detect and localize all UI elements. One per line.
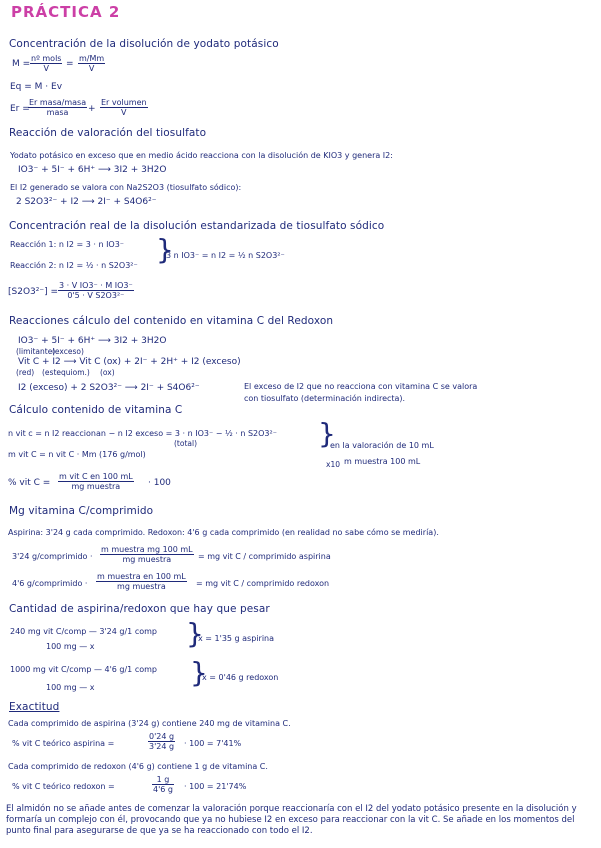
redoxon-theoretical-rhs: · 100 = 21'74%: [184, 782, 247, 791]
percent-vitamin-c-lhs: % vit C =: [8, 478, 51, 488]
molarity-equals: =: [66, 59, 74, 69]
redoxon-result: x = 0'46 g redoxon: [202, 673, 279, 682]
oxidized-label: (ox): [100, 368, 115, 377]
eq-line: Eq = M · Ev: [10, 82, 63, 92]
redoxon-calc-den: mg muestra: [117, 582, 166, 591]
tablet-masses-line: Aspirina: 3'24 g cada comprimido. Redoxon: 4'6 g cada comprimido (en realidad no sabe cómo se mediría).: [8, 528, 439, 537]
error-lhs: Er =: [10, 104, 30, 114]
limiting-label: (limitante): [16, 347, 56, 356]
redoxon-brace: }: [190, 656, 208, 689]
aspirin-proportion-1: 240 mg vit C/comp — 3'24 g/1 comp: [10, 627, 157, 636]
percent-vitamin-c-den: mg muestra: [71, 482, 121, 491]
molarity-frac1-den: V: [43, 64, 49, 73]
thiosulfate-conc-num: 3 · V IO3⁻ · M IO3⁻: [59, 281, 133, 290]
reaction-back-titration: I2 (exceso) + 2 S2O3²⁻ ⟶ 2I⁻ + S4O6²⁻: [18, 383, 200, 393]
section-heading-accuracy: Exactitud: [9, 701, 60, 713]
aspirin-calc-num: m muestra mg 100 mL: [101, 545, 193, 554]
redoxon-proportion-2: 100 mg — x: [46, 683, 95, 692]
aspirin-theoretical-lhs: % vit C teórico aspirina =: [12, 739, 115, 748]
molarity-frac2-den: V: [88, 64, 95, 73]
redoxon-theoretical-fraction: [152, 775, 174, 794]
aspirin-result: x = 1'35 g aspirina: [198, 634, 275, 643]
thiosulfate-conc-lhs: [S2O3²⁻] =: [8, 287, 59, 297]
redoxon-proportion-1: 1000 mg vit C/comp — 4'6 g/1 comp: [10, 665, 157, 674]
error-fraction-1: [28, 98, 87, 117]
section-heading-real-concentration: Concentración real de la disolución estandarizada de tiosulfato sódico: [9, 220, 385, 232]
section-heading-vitamin-c-content: Cálculo contenido de vitamina C: [9, 404, 183, 416]
redoxon-content-line: Cada comprimido de redoxon (4'6 g) contiene 1 g de vitamina C.: [8, 762, 268, 771]
combined-relation: 3 n IO3⁻ = n I2 = ½ n S2O3²⁻: [166, 251, 285, 260]
thiosulfate-conc-fraction: [58, 281, 134, 300]
error-frac2-num: Er volumen: [101, 98, 147, 107]
reaction-vitamin-c: Vit C + I2 ⟶ Vit C (ox) + 2I⁻ + 2H⁺ + I2 (exceso): [18, 357, 241, 367]
iodate-equation: IO3⁻ + 5I⁻ + 6H⁺ ⟶ 3I2 + 3H2O: [18, 165, 167, 175]
aspirin-calc-rhs: = mg vit C / comprimido aspirina: [198, 552, 331, 561]
titration-volume-note: en la valoración de 10 mL: [330, 441, 434, 450]
page-title: PRÁCTICA 2: [11, 3, 121, 21]
molarity-fraction-1: [30, 54, 62, 73]
sample-volume-note: m muestra 100 mL: [344, 457, 421, 466]
percent-vitamin-c-rhs: · 100: [148, 478, 171, 488]
aspirin-calc-fraction: [100, 545, 194, 564]
moles-vitamin-c-formula: n vit c = n I2 reaccionan − n I2 exceso = 3 · n IO3⁻ − ½ · n S2O3²⁻: [8, 429, 277, 438]
redoxon-calc-rhs: = mg vit C / comprimido redoxon: [196, 579, 330, 588]
redoxon-theoretical-den: 4'6 g: [153, 785, 173, 794]
excess-label: (exceso): [52, 347, 84, 356]
error-frac2-den: V: [121, 108, 127, 117]
error-frac1-num: Er masa/masa: [29, 98, 87, 107]
thiosulfate-conc-den: 0'5 · V S2O3²⁻: [67, 291, 125, 300]
back-titration-note-1: El exceso de I2 que no reacciona con vitamina C se valora: [244, 382, 478, 391]
redoxon-calc-fraction: [96, 572, 187, 591]
starch-note-paragraph: El almidón no se añade antes de comenzar la valoración porque reaccionaría con el I2 del yodato potásico presente en la disolución y formaría un complejo con él, provocando que ya no hubiese I2 en exceso para reaccionar con la vit C. Se añade en los momentos del punto final para asegurarse de que ya se ha reaccionado con todo el I2.: [6, 804, 577, 836]
aspirin-calc-den: mg muestra: [122, 555, 172, 564]
error-plus: +: [88, 104, 96, 114]
redoxon-calc-num: m muestra en 100 mL: [97, 572, 186, 581]
molarity-frac1-num: nº mols: [31, 54, 62, 63]
redoxon-theoretical-lhs: % vit C teórico redoxon =: [12, 782, 115, 791]
reduced-label: (red): [16, 368, 35, 377]
section-heading-mg-per-tablet: Mg vitamina C/comprimido: [9, 505, 154, 517]
back-titration-note-2: con tiosulfato (determinación indirecta).: [244, 394, 406, 403]
section-heading-vitamin-c-reactions: Reacciones cálculo del contenido en vitamina C del Redoxon: [9, 315, 334, 327]
molarity-lhs: M =: [12, 59, 31, 69]
reaction-1-relation: Reacción 1: n I2 = 3 · n IO3⁻: [10, 240, 125, 249]
section-heading-weighing: Cantidad de aspirina/redoxon que hay que pesar: [9, 603, 270, 615]
reaction-iodate-generation: IO3⁻ + 5I⁻ + 6H⁺ ⟶ 3I2 + 3H2O: [18, 336, 167, 346]
aspirin-calc-lhs: 3'24 g/comprimido ·: [12, 552, 93, 561]
stoichiometric-label: (estequiom.): [42, 368, 90, 377]
redoxon-calc-lhs: 4'6 g/comprimido ·: [12, 579, 88, 588]
times-ten-label: x10: [326, 460, 340, 469]
error-fraction-2: [100, 98, 148, 117]
iodine-titration-description: El I2 generado se valora con Na2S2O3 (tiosulfato sódico):: [10, 183, 242, 192]
percent-vitamin-c-fraction: [58, 472, 134, 491]
section-heading-concentration: Concentración de la disolución de yodato potásico: [9, 38, 279, 50]
aspirin-theoretical-rhs: · 100 = 7'41%: [184, 739, 242, 748]
error-frac1-den: masa: [46, 108, 69, 117]
percent-vitamin-c-num: m vit C en 100 mL: [59, 472, 133, 481]
iodate-description: Yodato potásico en exceso que en medio ácido reacciona con la disolución de KIO3 y genera I2:: [10, 151, 393, 160]
aspirin-content-line: Cada comprimido de aspirina (3'24 g) contiene 240 mg de vitamina C.: [8, 719, 291, 728]
redoxon-theoretical-num: 1 g: [152, 775, 174, 785]
thiosulfate-equation: 2 S2O3²⁻ + I2 ⟶ 2I⁻ + S4O6²⁻: [16, 197, 157, 207]
aspirin-theoretical-fraction: [148, 732, 175, 751]
aspirin-theoretical-num: 0'24 g: [149, 732, 175, 741]
molarity-fraction-2: [78, 54, 105, 73]
reaction-2-relation: Reacción 2: n I2 = ½ · n S2O3²⁻: [10, 261, 138, 270]
aspirin-proportion-2: 100 mg — x: [46, 642, 95, 651]
total-label: (total): [174, 439, 198, 448]
aspirin-theoretical-den: 3'24 g: [149, 742, 175, 751]
molarity-frac2-num: m/Mm: [79, 54, 105, 63]
section-heading-thiosulfate-reaction: Reacción de valoración del tiosulfato: [9, 127, 207, 139]
aspirin-brace: }: [186, 617, 204, 650]
titration-brace: }: [318, 417, 336, 450]
mass-vitamin-c-formula: m vit C = n vit C · Mm (176 g/mol): [8, 450, 146, 459]
grouping-brace: }: [156, 233, 174, 266]
